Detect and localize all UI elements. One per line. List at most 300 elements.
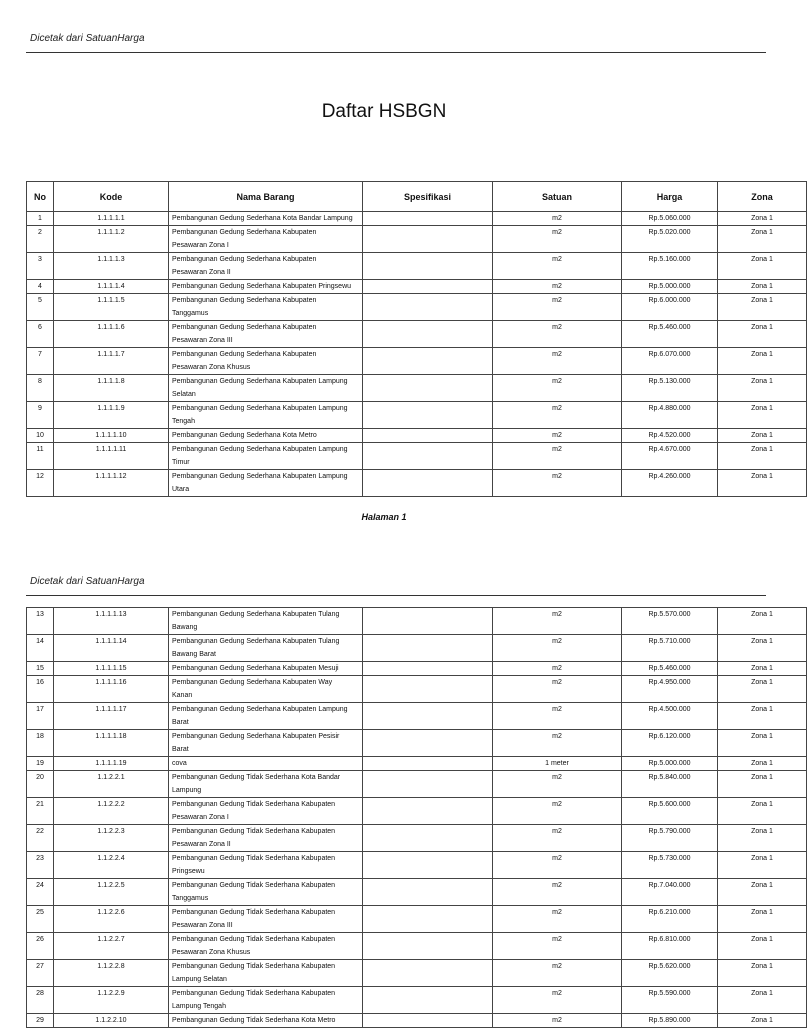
cell-kode: 1.1.1.1.13	[54, 608, 169, 635]
nama-barang-line: Timur	[172, 459, 190, 466]
cell-nama-barang	[169, 635, 363, 662]
cell-harga: Rp.5.730.000	[622, 852, 718, 879]
cell-nama-barang	[169, 879, 363, 906]
table-row	[27, 906, 807, 933]
cell-spesifikasi	[363, 879, 493, 906]
cell-harga: Rp.5.590.000	[622, 987, 718, 1014]
cell-satuan: m2	[493, 443, 622, 470]
cell-harga: Rp.5.160.000	[622, 253, 718, 280]
cell-zona: Zona 1	[718, 294, 807, 321]
nama-barang-line: Pembangunan Gedung Sederhana Kabupaten	[172, 297, 317, 304]
nama-barang-line: Pembangunan Gedung Sederhana Kabupaten	[172, 324, 317, 331]
nama-barang-line: Pembangunan Gedung Tidak Sederhana Kabupaten	[172, 801, 336, 808]
cell-zona: Zona 1	[718, 470, 807, 497]
nama-barang-line: Pembangunan Gedung Sederhana Kabupaten	[172, 229, 317, 236]
table-row	[27, 771, 807, 798]
cell-spesifikasi	[363, 212, 493, 226]
table-row	[27, 470, 807, 497]
cell-zona: Zona 1	[718, 676, 807, 703]
cell-harga: Rp.6.810.000	[622, 933, 718, 960]
table-row	[27, 608, 807, 635]
table-row	[27, 402, 807, 429]
cell-satuan: m2	[493, 402, 622, 429]
nama-barang-line: Pembangunan Gedung Sederhana Kabupaten Tulang	[172, 638, 340, 645]
cell-kode: 1.1.1.1.12	[54, 470, 169, 497]
cell-nama-barang	[169, 730, 363, 757]
cell-nama-barang	[169, 960, 363, 987]
nama-barang-line: Pembangunan Gedung Tidak Sederhana Kabupaten	[172, 882, 336, 889]
nama-barang-line: Pembangunan Gedung Sederhana Kabupaten Pringsewu	[172, 283, 352, 290]
cell-harga: Rp.4.670.000	[622, 443, 718, 470]
cell-kode: 1.1.1.1.16	[54, 676, 169, 703]
cell-zona: Zona 1	[718, 443, 807, 470]
cell-nama-barang	[169, 798, 363, 825]
table-row	[27, 825, 807, 852]
cell-nama-barang	[169, 852, 363, 879]
nama-barang-line: Lampung	[172, 787, 202, 794]
cell-kode: 1.1.2.2.9	[54, 987, 169, 1014]
cell-nama-barang	[169, 906, 363, 933]
cell-nama-barang	[169, 402, 363, 429]
cell-spesifikasi	[363, 443, 493, 470]
table-row	[27, 662, 807, 676]
cell-no: 3	[27, 253, 54, 280]
cell-zona: Zona 1	[718, 212, 807, 226]
nama-barang-line: Pembangunan Gedung Tidak Sederhana Kota Bandar	[172, 774, 341, 781]
cell-spesifikasi	[363, 771, 493, 798]
cell-satuan: m2	[493, 635, 622, 662]
cell-nama-barang	[169, 933, 363, 960]
table-row	[27, 635, 807, 662]
cell-nama-barang	[169, 987, 363, 1014]
cell-no: 18	[27, 730, 54, 757]
nama-barang-line: Pesawaran Zona I	[172, 242, 229, 249]
table-row	[27, 798, 807, 825]
document-title: Daftar HSBGN	[321, 101, 447, 122]
nama-barang-line: Pembangunan Gedung Tidak Sederhana Kabupaten	[172, 963, 336, 970]
table-row	[27, 987, 807, 1014]
cell-zona: Zona 1	[718, 321, 807, 348]
cell-zona: Zona 1	[718, 879, 807, 906]
cell-no: 23	[27, 852, 54, 879]
nama-barang-line: Tengah	[172, 418, 195, 425]
cell-satuan: m2	[493, 1014, 622, 1028]
nama-barang-line: Bawang	[172, 624, 198, 631]
cell-no: 22	[27, 825, 54, 852]
table-row	[27, 703, 807, 730]
nama-barang-line: Tanggamus	[172, 310, 209, 317]
cell-kode: 1.1.1.1.2	[54, 226, 169, 253]
cell-satuan: m2	[493, 280, 622, 294]
nama-barang-line: Pembangunan Gedung Sederhana Kabupaten Lampung	[172, 706, 348, 713]
table-row	[27, 960, 807, 987]
cell-harga: Rp.5.840.000	[622, 771, 718, 798]
cell-nama-barang	[169, 226, 363, 253]
page1-header-rule	[26, 52, 766, 53]
cell-satuan: m2	[493, 253, 622, 280]
table-row	[27, 429, 807, 443]
nama-barang-line: Pringsewu	[172, 868, 205, 875]
cell-satuan: m2	[493, 294, 622, 321]
cell-nama-barang	[169, 825, 363, 852]
cell-satuan: m2	[493, 987, 622, 1014]
page2-header-rule	[26, 595, 766, 596]
cell-zona: Zona 1	[718, 635, 807, 662]
nama-barang-line: Pembangunan Gedung Sederhana Kabupaten Lampung	[172, 446, 348, 453]
cell-spesifikasi	[363, 798, 493, 825]
cell-harga: Rp.5.570.000	[622, 608, 718, 635]
cell-harga: Rp.6.070.000	[622, 348, 718, 375]
cell-kode: 1.1.1.1.4	[54, 280, 169, 294]
cell-kode: 1.1.1.1.14	[54, 635, 169, 662]
nama-barang-line: Pembangunan Gedung Tidak Sederhana Kota Metro	[172, 1017, 336, 1024]
column-header-zona: Zona	[718, 182, 807, 212]
nama-barang-line: Pembangunan Gedung Sederhana Kabupaten Lampung	[172, 405, 348, 412]
cell-harga: Rp.6.210.000	[622, 906, 718, 933]
cell-kode: 1.1.1.1.1	[54, 212, 169, 226]
table-row	[27, 321, 807, 348]
cell-spesifikasi	[363, 253, 493, 280]
cell-spesifikasi	[363, 294, 493, 321]
table-row	[27, 443, 807, 470]
nama-barang-line: Tanggamus	[172, 895, 209, 902]
cell-no: 12	[27, 470, 54, 497]
cell-nama-barang	[169, 321, 363, 348]
table-row	[27, 852, 807, 879]
cell-kode: 1.1.2.2.6	[54, 906, 169, 933]
cell-satuan: m2	[493, 321, 622, 348]
cell-kode: 1.1.1.1.3	[54, 253, 169, 280]
cell-kode: 1.1.1.1.9	[54, 402, 169, 429]
cell-spesifikasi	[363, 280, 493, 294]
table-row	[27, 280, 807, 294]
cell-spesifikasi	[363, 662, 493, 676]
column-header-nama-barang: Nama Barang	[169, 182, 363, 212]
cell-zona: Zona 1	[718, 253, 807, 280]
page2-print-header: Dicetak dari SatuanHarga	[30, 576, 145, 587]
cell-zona: Zona 1	[718, 375, 807, 402]
cell-zona: Zona 1	[718, 852, 807, 879]
cell-no: 10	[27, 429, 54, 443]
cell-harga: Rp.5.620.000	[622, 960, 718, 987]
nama-barang-line: Pembangunan Gedung Sederhana Kabupaten	[172, 351, 317, 358]
table-row	[27, 253, 807, 280]
cell-zona: Zona 1	[718, 757, 807, 771]
cell-nama-barang	[169, 757, 363, 771]
cell-spesifikasi	[363, 470, 493, 497]
cell-nama-barang	[169, 294, 363, 321]
cell-harga: Rp.5.130.000	[622, 375, 718, 402]
cell-zona: Zona 1	[718, 402, 807, 429]
table-row	[27, 1014, 807, 1028]
cell-kode: 1.1.1.1.19	[54, 757, 169, 771]
cell-kode: 1.1.2.2.2	[54, 798, 169, 825]
cell-zona: Zona 1	[718, 226, 807, 253]
cell-no: 17	[27, 703, 54, 730]
nama-barang-line: Pembangunan Gedung Sederhana Kota Bandar Lampung	[172, 215, 353, 222]
price-table-page1	[26, 181, 807, 497]
cell-kode: 1.1.1.1.7	[54, 348, 169, 375]
nama-barang-line: Pembangunan Gedung Tidak Sederhana Kabupaten	[172, 990, 336, 997]
cell-harga: Rp.5.710.000	[622, 635, 718, 662]
cell-spesifikasi	[363, 608, 493, 635]
nama-barang-line: Pembangunan Gedung Sederhana Kabupaten	[172, 256, 317, 263]
cell-zona: Zona 1	[718, 960, 807, 987]
cell-nama-barang	[169, 470, 363, 497]
nama-barang-line: Pembangunan Gedung Sederhana Kabupaten Lampung	[172, 473, 348, 480]
cell-satuan: m2	[493, 852, 622, 879]
cell-no: 25	[27, 906, 54, 933]
cell-satuan: m2	[493, 676, 622, 703]
cell-nama-barang	[169, 703, 363, 730]
table-body-page1	[27, 212, 807, 497]
nama-barang-line: Utara	[172, 486, 190, 493]
table-header-row	[27, 182, 807, 212]
cell-satuan: m2	[493, 730, 622, 757]
cell-harga: Rp.5.020.000	[622, 226, 718, 253]
cell-zona: Zona 1	[718, 1014, 807, 1028]
cell-zona: Zona 1	[718, 987, 807, 1014]
page1-print-header: Dicetak dari SatuanHarga	[30, 33, 145, 44]
cell-harga: Rp.5.060.000	[622, 212, 718, 226]
cell-harga: Rp.4.260.000	[622, 470, 718, 497]
cell-spesifikasi	[363, 402, 493, 429]
cell-kode: 1.1.2.2.8	[54, 960, 169, 987]
column-header-satuan: Satuan	[493, 182, 622, 212]
nama-barang-line: Pembangunan Gedung Sederhana Kabupaten Tulang	[172, 611, 340, 618]
nama-barang-line: Bawang Barat	[172, 651, 216, 658]
nama-barang-line: Pembangunan Gedung Sederhana Kota Metro	[172, 432, 317, 439]
cell-spesifikasi	[363, 429, 493, 443]
cell-spesifikasi	[363, 348, 493, 375]
cell-harga: Rp.5.460.000	[622, 662, 718, 676]
cell-zona: Zona 1	[718, 906, 807, 933]
cell-zona: Zona 1	[718, 429, 807, 443]
cell-no: 1	[27, 212, 54, 226]
nama-barang-line: Pesawaran Zona III	[172, 922, 233, 929]
table-row	[27, 757, 807, 771]
cell-satuan: m2	[493, 703, 622, 730]
nama-barang-line: Pesawaran Zona III	[172, 337, 233, 344]
cell-harga: Rp.6.120.000	[622, 730, 718, 757]
cell-satuan: m2	[493, 348, 622, 375]
cell-no: 15	[27, 662, 54, 676]
table-row	[27, 348, 807, 375]
cell-zona: Zona 1	[718, 798, 807, 825]
nama-barang-line: Kanan	[172, 692, 193, 699]
cell-nama-barang	[169, 212, 363, 226]
cell-kode: 1.1.1.1.18	[54, 730, 169, 757]
nama-barang-line: Barat	[172, 746, 189, 753]
cell-no: 11	[27, 443, 54, 470]
cell-nama-barang	[169, 771, 363, 798]
table-row	[27, 676, 807, 703]
cell-no: 20	[27, 771, 54, 798]
cell-kode: 1.1.1.1.6	[54, 321, 169, 348]
cell-harga: Rp.5.790.000	[622, 825, 718, 852]
nama-barang-line: Pesawaran Zona II	[172, 269, 231, 276]
cell-no: 7	[27, 348, 54, 375]
cell-kode: 1.1.1.1.5	[54, 294, 169, 321]
cell-spesifikasi	[363, 226, 493, 253]
cell-kode: 1.1.2.2.5	[54, 879, 169, 906]
cell-no: 4	[27, 280, 54, 294]
table-row	[27, 933, 807, 960]
cell-harga: Rp.5.460.000	[622, 321, 718, 348]
cell-no: 24	[27, 879, 54, 906]
cell-harga: Rp.4.950.000	[622, 676, 718, 703]
nama-barang-line: Pembangunan Gedung Sederhana Kabupaten Way	[172, 679, 333, 686]
cell-nama-barang	[169, 662, 363, 676]
nama-barang-line: Pembangunan Gedung Sederhana Kabupaten Mesuji	[172, 665, 339, 672]
table-row	[27, 375, 807, 402]
cell-zona: Zona 1	[718, 348, 807, 375]
column-header-spesifikasi: Spesifikasi	[363, 182, 493, 212]
nama-barang-line: Pembangunan Gedung Tidak Sederhana Kabupaten	[172, 936, 336, 943]
cell-no: 26	[27, 933, 54, 960]
cell-no: 6	[27, 321, 54, 348]
cell-nama-barang	[169, 608, 363, 635]
table-row	[27, 294, 807, 321]
cell-harga: Rp.5.000.000	[622, 757, 718, 771]
nama-barang-line: Pembangunan Gedung Sederhana Kabupaten Pesisir	[172, 733, 340, 740]
cell-satuan: m2	[493, 960, 622, 987]
cell-nama-barang	[169, 375, 363, 402]
cell-spesifikasi	[363, 906, 493, 933]
cell-zona: Zona 1	[718, 280, 807, 294]
nama-barang-line: Lampung Tengah	[172, 1003, 226, 1010]
nama-barang-line: Pesawaran Zona Khusus	[172, 949, 251, 956]
cell-satuan: 1 meter	[493, 757, 622, 771]
cell-spesifikasi	[363, 321, 493, 348]
cell-satuan: m2	[493, 771, 622, 798]
column-header-no: No	[27, 182, 54, 212]
cell-satuan: m2	[493, 879, 622, 906]
cell-nama-barang	[169, 1014, 363, 1028]
cell-harga: Rp.4.500.000	[622, 703, 718, 730]
table-row	[27, 226, 807, 253]
cell-no: 9	[27, 402, 54, 429]
cell-satuan: m2	[493, 429, 622, 443]
column-header-harga: Harga	[622, 182, 718, 212]
cell-spesifikasi	[363, 635, 493, 662]
cell-no: 14	[27, 635, 54, 662]
cell-kode: 1.1.1.1.17	[54, 703, 169, 730]
cell-satuan: m2	[493, 906, 622, 933]
cell-no: 19	[27, 757, 54, 771]
cell-zona: Zona 1	[718, 771, 807, 798]
nama-barang-line: Pembangunan Gedung Tidak Sederhana Kabupaten	[172, 855, 336, 862]
cell-spesifikasi	[363, 757, 493, 771]
cell-harga: Rp.7.040.000	[622, 879, 718, 906]
cell-satuan: m2	[493, 662, 622, 676]
nama-barang-line: Pembangunan Gedung Sederhana Kabupaten Lampung	[172, 378, 348, 385]
cell-spesifikasi	[363, 375, 493, 402]
nama-barang-line: Pembangunan Gedung Tidak Sederhana Kabupaten	[172, 909, 336, 916]
cell-no: 5	[27, 294, 54, 321]
cell-spesifikasi	[363, 825, 493, 852]
cell-nama-barang	[169, 429, 363, 443]
cell-zona: Zona 1	[718, 703, 807, 730]
nama-barang-line: Pembangunan Gedung Tidak Sederhana Kabupaten	[172, 828, 336, 835]
table-row	[27, 730, 807, 757]
cell-spesifikasi	[363, 933, 493, 960]
cell-nama-barang	[169, 443, 363, 470]
cell-satuan: m2	[493, 375, 622, 402]
cell-kode: 1.1.1.1.8	[54, 375, 169, 402]
nama-barang-line: Pesawaran Zona Khusus	[172, 364, 251, 371]
cell-spesifikasi	[363, 1014, 493, 1028]
cell-satuan: m2	[493, 470, 622, 497]
cell-harga: Rp.5.000.000	[622, 280, 718, 294]
cell-harga: Rp.4.880.000	[622, 402, 718, 429]
cell-kode: 1.1.1.1.10	[54, 429, 169, 443]
nama-barang-line: Barat	[172, 719, 189, 726]
nama-barang-line: Pesawaran Zona II	[172, 841, 231, 848]
nama-barang-line: Pesawaran Zona I	[172, 814, 229, 821]
cell-zona: Zona 1	[718, 662, 807, 676]
cell-satuan: m2	[493, 825, 622, 852]
cell-no: 21	[27, 798, 54, 825]
cell-harga: Rp.5.890.000	[622, 1014, 718, 1028]
cell-satuan: m2	[493, 798, 622, 825]
cell-satuan: m2	[493, 608, 622, 635]
table-row	[27, 879, 807, 906]
cell-kode: 1.1.1.1.11	[54, 443, 169, 470]
cell-satuan: m2	[493, 933, 622, 960]
price-table-page2	[26, 607, 807, 1028]
nama-barang-line: Lampung Selatan	[172, 976, 227, 983]
cell-spesifikasi	[363, 703, 493, 730]
cell-no: 16	[27, 676, 54, 703]
cell-no: 8	[27, 375, 54, 402]
table-body-page2	[27, 608, 807, 1028]
cell-spesifikasi	[363, 987, 493, 1014]
cell-satuan: m2	[493, 212, 622, 226]
cell-no: 29	[27, 1014, 54, 1028]
cell-nama-barang	[169, 253, 363, 280]
cell-kode: 1.1.2.2.4	[54, 852, 169, 879]
cell-nama-barang	[169, 676, 363, 703]
cell-satuan: m2	[493, 226, 622, 253]
nama-barang-line: cova	[172, 760, 187, 767]
cell-zona: Zona 1	[718, 825, 807, 852]
cell-kode: 1.1.2.2.10	[54, 1014, 169, 1028]
cell-nama-barang	[169, 348, 363, 375]
table-row	[27, 212, 807, 226]
cell-zona: Zona 1	[718, 933, 807, 960]
cell-harga: Rp.6.000.000	[622, 294, 718, 321]
cell-zona: Zona 1	[718, 730, 807, 757]
cell-spesifikasi	[363, 730, 493, 757]
cell-harga: Rp.5.600.000	[622, 798, 718, 825]
cell-nama-barang	[169, 280, 363, 294]
cell-kode: 1.1.2.2.1	[54, 771, 169, 798]
cell-no: 28	[27, 987, 54, 1014]
nama-barang-line: Selatan	[172, 391, 196, 398]
cell-spesifikasi	[363, 676, 493, 703]
cell-kode: 1.1.2.2.3	[54, 825, 169, 852]
cell-harga: Rp.4.520.000	[622, 429, 718, 443]
cell-kode: 1.1.1.1.15	[54, 662, 169, 676]
cell-kode: 1.1.2.2.7	[54, 933, 169, 960]
cell-no: 13	[27, 608, 54, 635]
column-header-kode: Kode	[54, 182, 169, 212]
cell-no: 27	[27, 960, 54, 987]
cell-no: 2	[27, 226, 54, 253]
cell-spesifikasi	[363, 960, 493, 987]
page-number: Halaman 1	[361, 512, 407, 522]
